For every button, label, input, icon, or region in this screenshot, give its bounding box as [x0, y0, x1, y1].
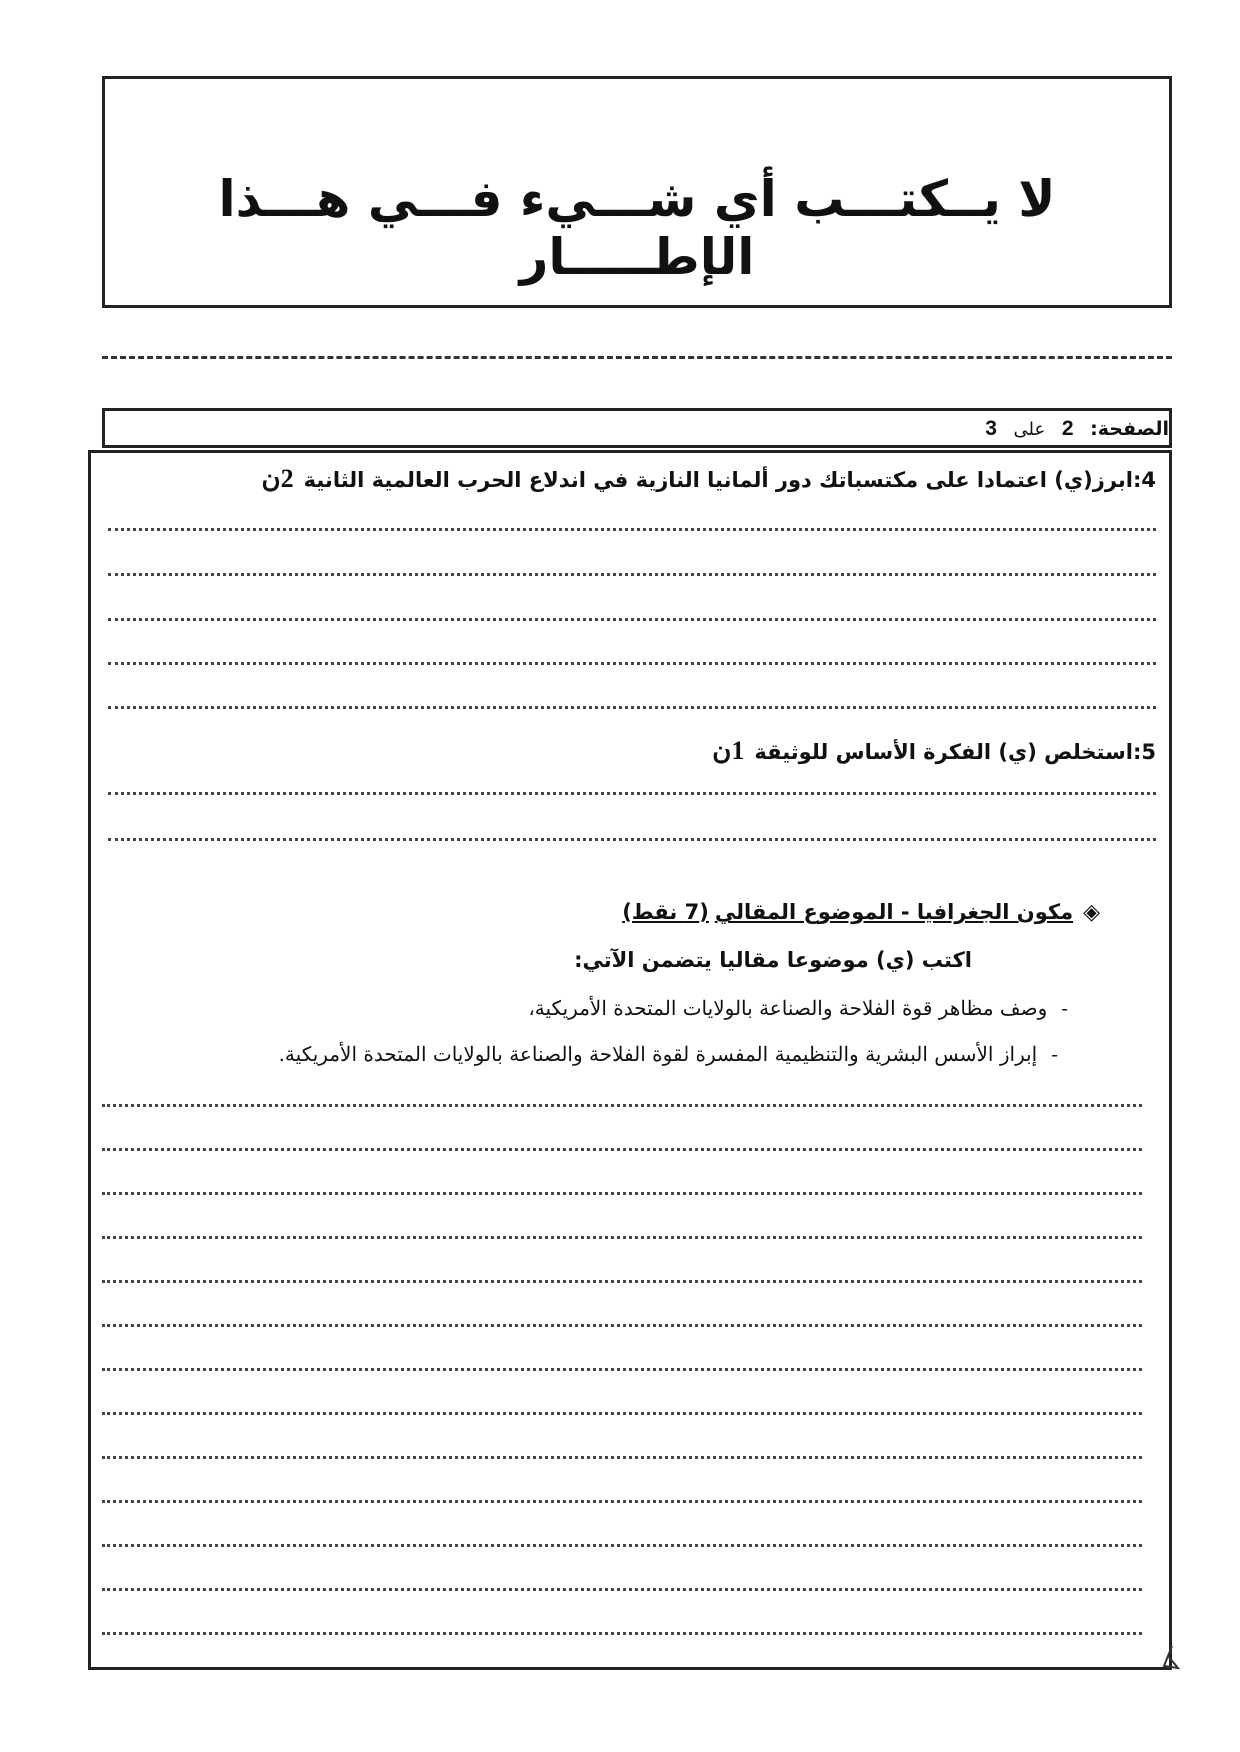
- bullet-dash: -: [1061, 996, 1068, 1020]
- geography-heading-text: مكون الجغرافيا - الموضوع المقالي: [714, 900, 1074, 924]
- page-number: [929, 417, 1169, 441]
- question-4-number: 4:: [1132, 468, 1156, 492]
- essay-line[interactable]: [102, 1588, 1142, 1591]
- essay-line[interactable]: [102, 1500, 1142, 1503]
- no-write-banner: لا يــكتـــب أي شـــيء فـــي هـــذا الإطـــــار: [218, 170, 1056, 286]
- essay-line[interactable]: [102, 1192, 1142, 1195]
- question-4: [262, 464, 1156, 494]
- question-4-text: ابرز(ي) اعتمادا على مكتسباتك دور ألمانيا النازية في اندلاع الحرب العالمية الثانية: [303, 468, 1133, 492]
- geography-instruction: اكتب (ي) موضوعا مقاليا يتضمن الآتي:: [574, 948, 972, 972]
- essay-line[interactable]: [102, 1544, 1142, 1547]
- bullet-text: إبراز الأسس البشرية والتنظيمية المفسرة لقوة الفلاحة والصناعة بالولايات المتحدة الأمريكية.: [278, 1042, 1038, 1066]
- essay-line[interactable]: [102, 1456, 1142, 1459]
- answer-line[interactable]: [108, 706, 1156, 709]
- geography-points: (7 نقط): [622, 900, 709, 924]
- essay-line[interactable]: [102, 1280, 1142, 1283]
- bullet-dash: -: [1051, 1042, 1058, 1066]
- question-5-points: 1ن: [712, 736, 745, 765]
- essay-line[interactable]: [102, 1104, 1142, 1107]
- answer-line[interactable]: [108, 573, 1156, 576]
- page-total: 3: [985, 417, 997, 440]
- geography-bullet-2: [279, 1042, 1058, 1066]
- question-5-text: استخلص (ي) الفكرة الأساس للوثيقة: [754, 740, 1133, 764]
- answer-line[interactable]: [108, 618, 1156, 621]
- page-label: الصفحة:: [1090, 418, 1169, 440]
- essay-line[interactable]: [102, 1632, 1142, 1635]
- question-4-points: 2ن: [261, 464, 294, 493]
- answer-line[interactable]: [108, 838, 1156, 841]
- cut-line: [102, 356, 1172, 359]
- diamond-icon: ◈: [1083, 900, 1100, 925]
- essay-line[interactable]: [102, 1368, 1142, 1371]
- answer-line[interactable]: [108, 662, 1156, 665]
- essay-line[interactable]: [102, 1412, 1142, 1415]
- geography-bullet-1: [528, 996, 1068, 1020]
- geography-heading: [622, 900, 1100, 925]
- question-5-number: 5:: [1132, 740, 1156, 764]
- answer-line[interactable]: [108, 528, 1156, 531]
- corner-mark-icon: [1160, 1644, 1182, 1674]
- essay-line[interactable]: [102, 1324, 1142, 1327]
- page-current: 2: [1061, 417, 1074, 440]
- page-number-strip: [102, 408, 1172, 448]
- bullet-text: وصف مظاهر قوة الفلاحة والصناعة بالولايات المتحدة الأمريكية،: [528, 996, 1048, 1020]
- essay-line[interactable]: [102, 1148, 1142, 1151]
- question-5: [712, 736, 1156, 766]
- answer-line[interactable]: [108, 792, 1156, 795]
- page-of: على: [1013, 419, 1046, 440]
- essay-line[interactable]: [102, 1236, 1142, 1239]
